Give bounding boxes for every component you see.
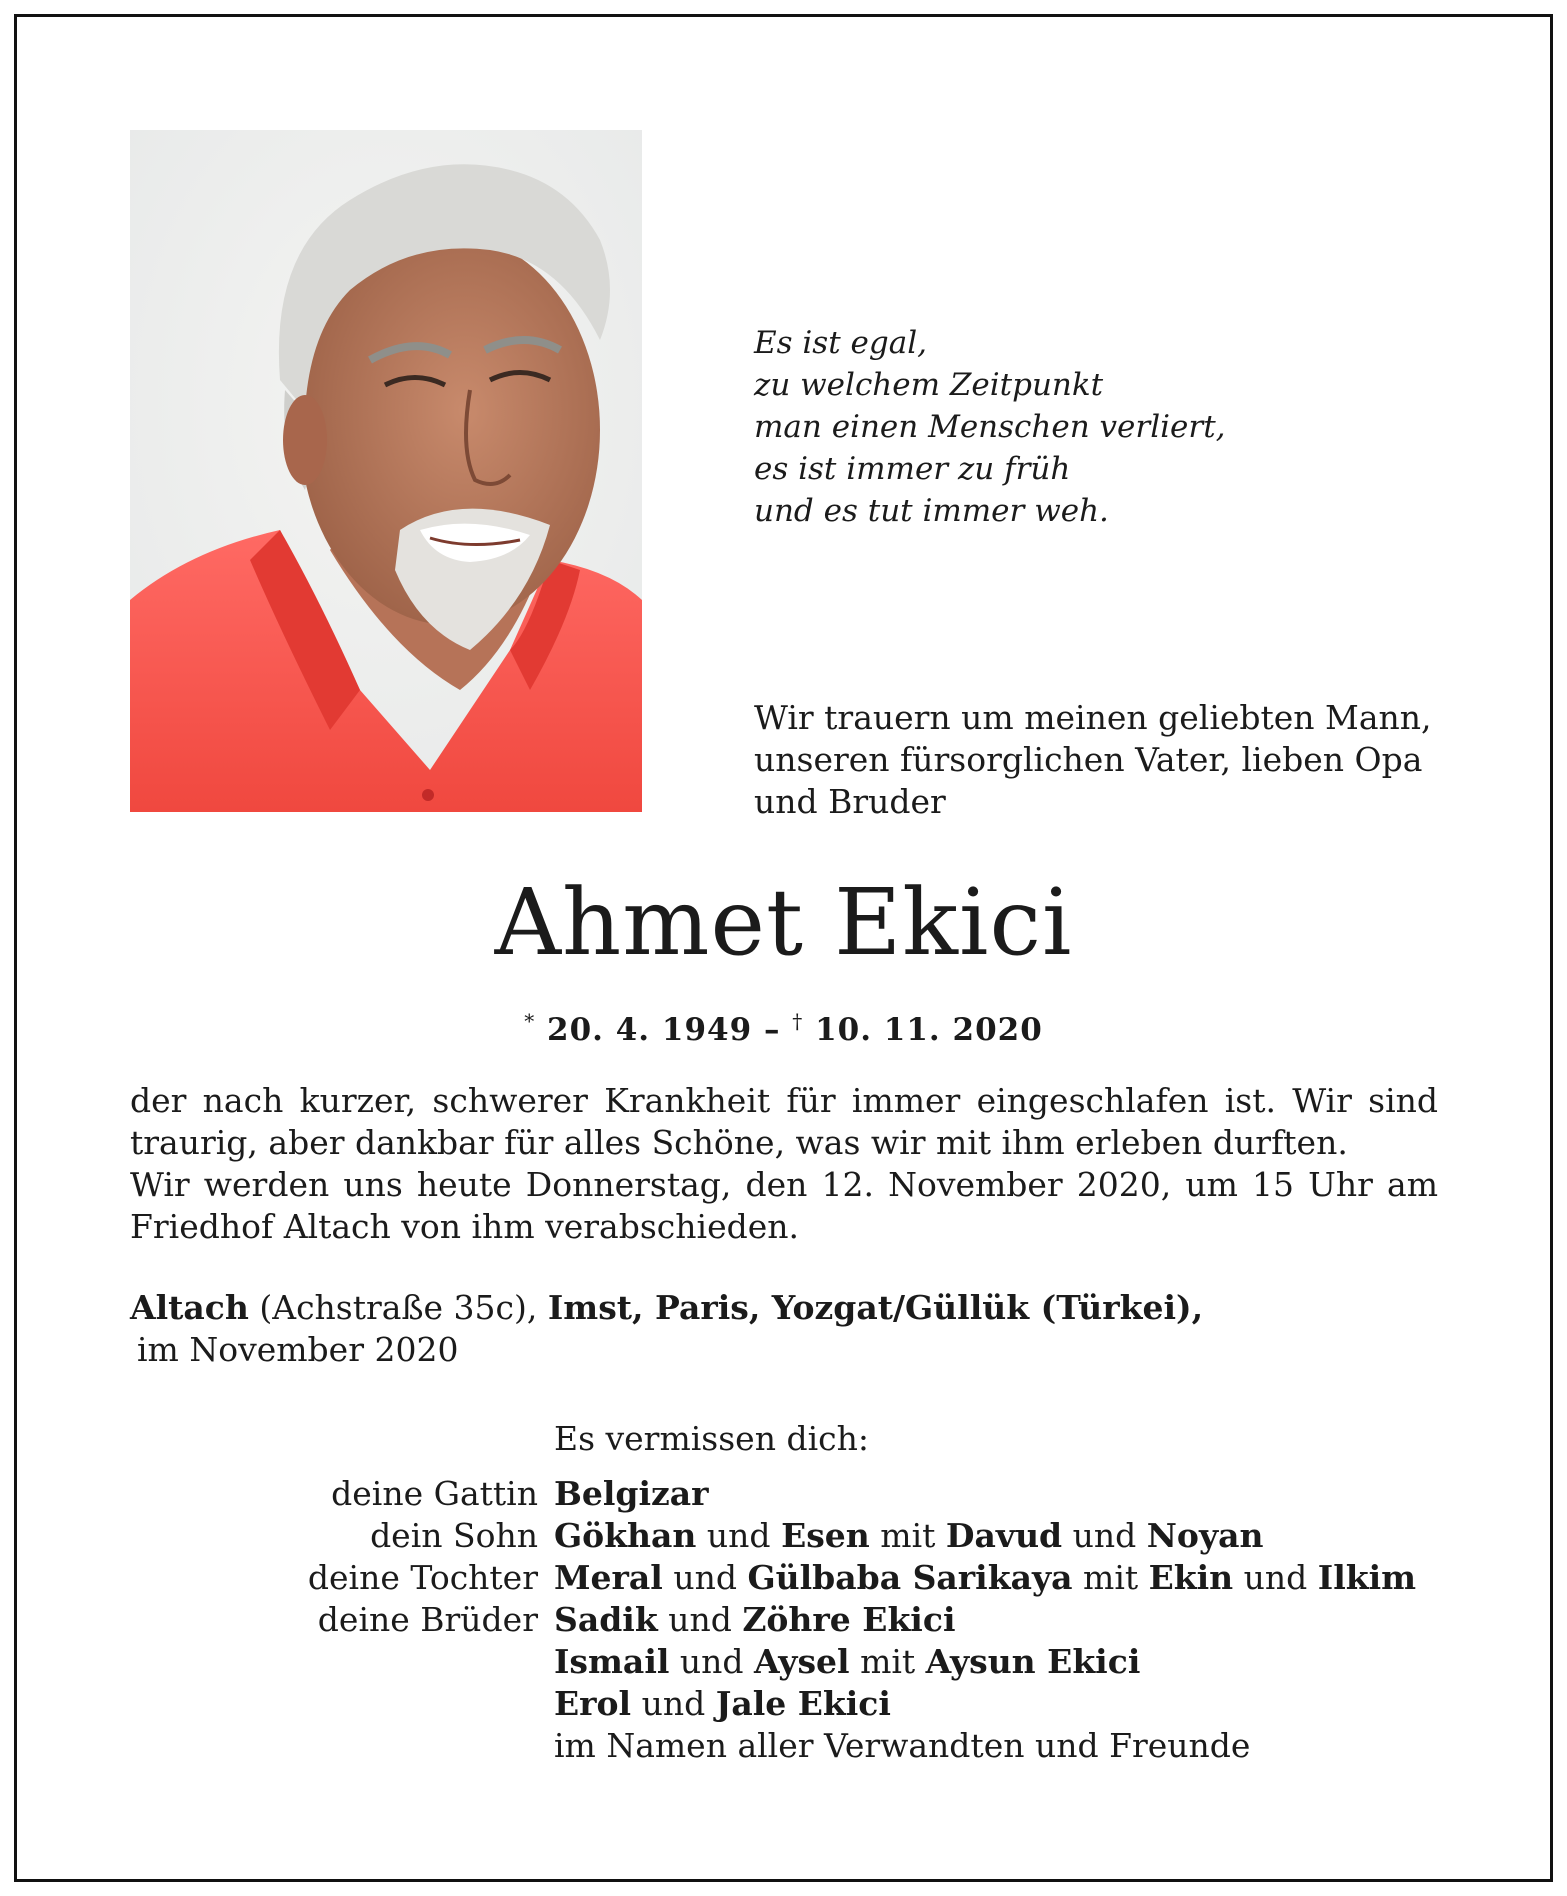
birth-symbol: *: [524, 1009, 536, 1033]
family-names: [554, 1683, 891, 1725]
poem-line: zu welchem Zeitpunkt: [754, 367, 1104, 403]
poem-line: man einen Menschen verliert,: [754, 409, 1226, 445]
death-date: 10. 11. 2020: [815, 1012, 1043, 1048]
family-names: [554, 1557, 1416, 1599]
family-member-name: Zöhre Ekici: [742, 1600, 956, 1639]
announcement-text: [130, 1080, 1438, 1248]
family-relation: deine Tochter: [307, 1558, 538, 1597]
family-connector: und: [1062, 1516, 1147, 1555]
family-names: [554, 1641, 1140, 1683]
death-symbol: †: [792, 1009, 804, 1033]
mourning-line: Wir trauern um meinen geliebten Mann,: [754, 698, 1432, 737]
birth-date: 20. 4. 1949: [547, 1012, 753, 1048]
mourning-line: und Bruder: [754, 782, 946, 821]
family-relation: deine Brüder: [317, 1600, 538, 1639]
family-member-name: Jale Ekici: [715, 1684, 891, 1723]
family-connector: und: [631, 1684, 716, 1723]
family-names: [554, 1599, 955, 1641]
family-relation: deine Gattin: [331, 1474, 538, 1513]
poem-quote: [754, 322, 1226, 532]
family-names: [554, 1515, 1264, 1557]
family-member-name: Esen: [781, 1516, 870, 1555]
family-row: [0, 1725, 1567, 1767]
family-connector: und: [1233, 1558, 1318, 1597]
family-connector: mit: [1072, 1558, 1149, 1597]
family-connector: im Namen aller Verwandten und Freunde: [554, 1726, 1251, 1765]
place-others: Imst, Paris, Yozgat/Güllük (Türkei),: [547, 1288, 1204, 1327]
date-separator: –: [763, 1012, 781, 1048]
family-connector: und: [657, 1600, 743, 1639]
family-row: [0, 1641, 1567, 1683]
mourning-line: unseren fürsorglichen Vater, lieben Opa: [754, 740, 1423, 779]
portrait-illustration: [130, 130, 642, 812]
family-member-name: Davud: [945, 1516, 1063, 1555]
family-member-name: Ismail: [554, 1642, 670, 1681]
portrait-photo: [130, 130, 642, 812]
family-names: [554, 1473, 709, 1515]
family-heading: Es vermissen dich:: [554, 1419, 869, 1458]
announcement-line: Wir werden uns heute Donnerstag, den 12. November 2020, um 15 Uhr am: [130, 1165, 1438, 1204]
family-member-name: Erol: [554, 1684, 632, 1723]
mourning-intro: [754, 697, 1432, 823]
family-member-name: Belgizar: [554, 1474, 709, 1513]
family-member-name: Noyan: [1146, 1516, 1264, 1555]
family-row: [0, 1473, 1567, 1515]
family-connector: und: [662, 1558, 748, 1597]
place-date: im November 2020: [137, 1330, 459, 1369]
announcement-line: Friedhof Altach von ihm verabschieden.: [130, 1207, 799, 1246]
family-member-name: Sadik: [554, 1600, 658, 1639]
family-member-name: Meral: [554, 1558, 663, 1597]
family-row: [0, 1515, 1567, 1557]
family-connector: mit: [849, 1642, 926, 1681]
family-names: [554, 1725, 1250, 1767]
poem-line: Es ist egal,: [754, 325, 927, 361]
family-member-name: Gökhan: [554, 1516, 697, 1555]
family-member-name: Ilkim: [1317, 1558, 1417, 1597]
family-row: [0, 1683, 1567, 1725]
family-connector: mit: [869, 1516, 946, 1555]
poem-line: es ist immer zu früh: [754, 451, 1071, 487]
family-member-name: Gülbaba Sarikaya: [747, 1558, 1073, 1597]
poem-line: und es tut immer weh.: [754, 493, 1109, 529]
place-town: Altach: [130, 1288, 249, 1327]
family-relation: dein Sohn: [370, 1516, 538, 1555]
family-member-name: Aysel: [754, 1642, 850, 1681]
announcement-line: traurig, aber dankbar für alles Schöne, was wir mit ihm erleben durften.: [130, 1123, 1348, 1162]
place-line: [130, 1287, 1203, 1329]
deceased-name: Ahmet Ekici: [494, 869, 1073, 976]
family-connector: und: [696, 1516, 782, 1555]
place-address: (Achstraße 35c),: [259, 1288, 538, 1327]
family-member-name: Ekin: [1148, 1558, 1234, 1597]
family-member-name: Aysun Ekici: [925, 1642, 1141, 1681]
family-row: [0, 1599, 1567, 1641]
life-dates: [0, 1001, 1567, 1050]
family-connector: und: [669, 1642, 755, 1681]
family-list: [0, 1473, 1567, 1767]
announcement-line: der nach kurzer, schwerer Krankheit für immer eingeschlafen ist. Wir sind: [130, 1081, 1438, 1120]
family-row: [0, 1557, 1567, 1599]
